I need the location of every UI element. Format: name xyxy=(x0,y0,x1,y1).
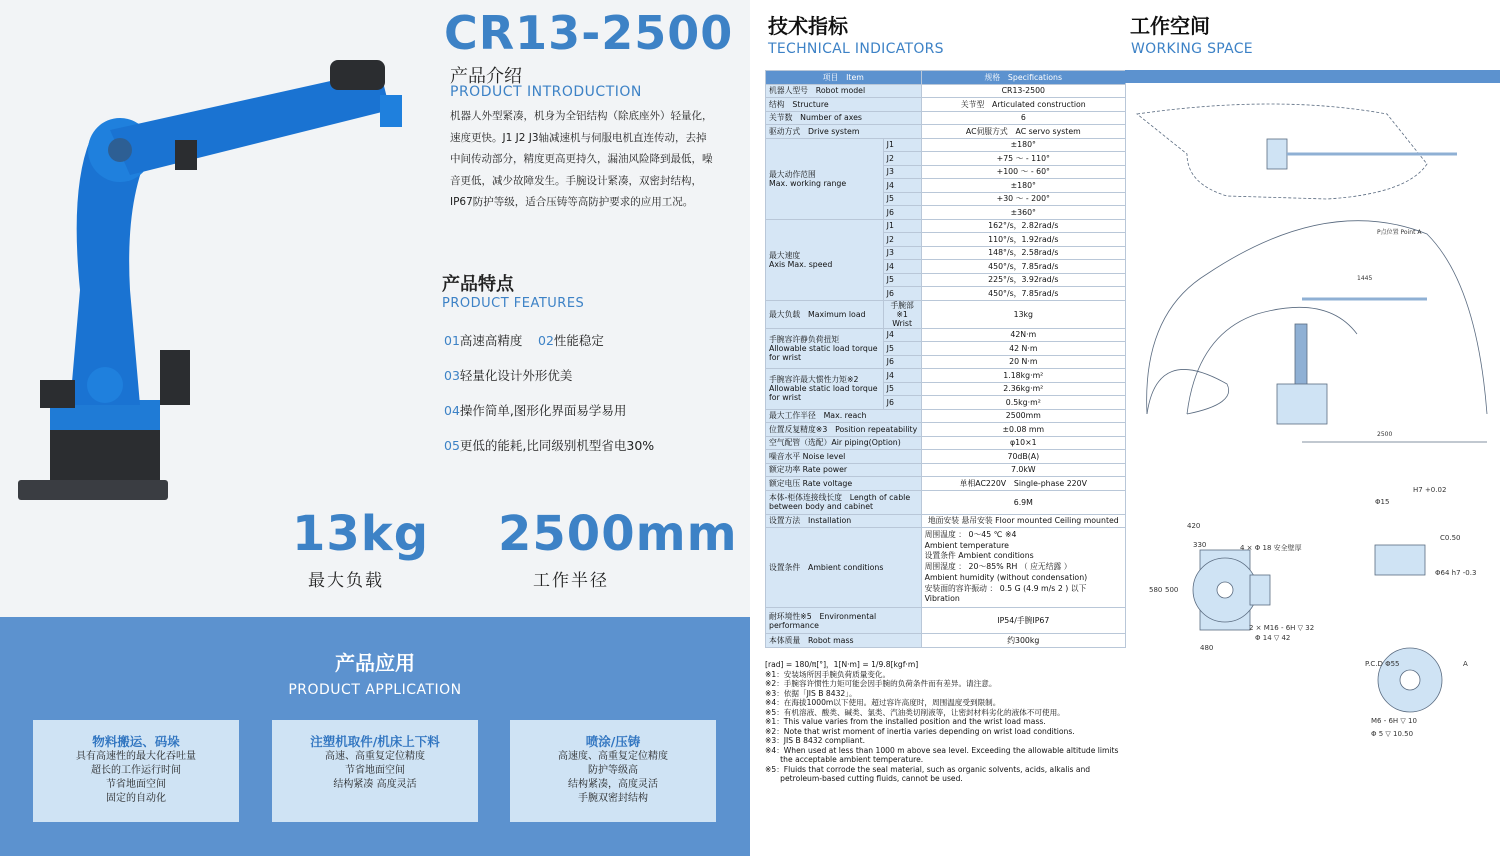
joint-label: J5 xyxy=(883,342,921,356)
row-label: 额定电压 Rate voltage xyxy=(766,477,922,491)
table-row xyxy=(766,423,1126,437)
row-value: 42N·m xyxy=(921,328,1125,342)
feature-text: 高速高精度 xyxy=(459,333,523,348)
dim-label: 330 xyxy=(1193,541,1207,549)
dim-label: C0.50 xyxy=(1440,534,1461,542)
card-title: 物料搬运、码垛 xyxy=(92,734,180,749)
table-row xyxy=(766,528,1126,608)
row-value: 70dB(A) xyxy=(921,450,1125,464)
row-label: 本体质量 Robot mass xyxy=(766,634,922,648)
dim-label: 2500 xyxy=(1377,431,1393,438)
row-value: 20 N·m xyxy=(921,355,1125,369)
row-value: +100 ～ - 60° xyxy=(921,165,1125,179)
feature-num: 03 xyxy=(444,368,460,383)
dim-label: 480 xyxy=(1200,644,1214,652)
card-line: 防护等级高 xyxy=(588,765,638,776)
joint-label: J5 xyxy=(883,382,921,396)
footnotes xyxy=(765,660,1126,784)
feature-text: 操作简单,图形化界面易学易用 xyxy=(459,403,627,418)
table-row xyxy=(766,409,1126,423)
dim-label: A xyxy=(1463,660,1468,668)
row-value: ±180° xyxy=(921,179,1125,193)
row-value: 约300kg xyxy=(921,634,1125,648)
intro-line: 机器人外型紧凑，机身为全铝结构（除底座外）轻量化， xyxy=(450,110,713,122)
dim-label: P.C.D Φ55 xyxy=(1365,660,1400,668)
row-label: 额定功率 Rate power xyxy=(766,463,922,477)
row-value: 6.9M xyxy=(921,490,1125,514)
table-row xyxy=(766,369,1126,383)
row-value: +30 ～ - 200° xyxy=(921,192,1125,206)
row-value: ±360° xyxy=(921,206,1125,220)
application-card xyxy=(33,720,239,822)
footnote: ※1：This value varies from the installed position and the wrist load mass. xyxy=(765,717,1046,726)
application-section xyxy=(0,617,750,856)
row-sublabel: 手腕部※1 Wrist xyxy=(883,300,921,328)
card-line: 超长的工作运行时间 xyxy=(91,765,181,776)
tech-title-cn: 技术指标 xyxy=(768,14,848,38)
row-label: 手腕容许最大惯性力矩※2 Allowable static load torque for wrist xyxy=(766,369,884,410)
card-line: 节省地面空间 xyxy=(106,779,166,790)
row-label: 最大速度 Axis Max. speed xyxy=(766,219,884,300)
row-value: 地面安装 悬吊安装 Floor mounted Ceiling mounted xyxy=(921,514,1125,528)
intro-line: 中间传动部分，精度更高更持久，漏油风险降到最低，噪 xyxy=(450,153,713,165)
dim-label: 1445 xyxy=(1357,275,1373,282)
card-line: 手腕双密封结构 xyxy=(578,793,648,804)
robot-arm-image xyxy=(10,40,430,510)
joint-label: J4 xyxy=(883,179,921,193)
spec-table xyxy=(765,70,1126,648)
joint-label: J3 xyxy=(883,246,921,260)
row-label: 设置条件 Ambient conditions xyxy=(766,528,922,608)
card-line: 高速、高重复定位精度 xyxy=(325,751,425,762)
feature-item xyxy=(444,401,626,419)
joint-label: J5 xyxy=(883,192,921,206)
intro-title-cn: 产品介绍 xyxy=(450,66,522,87)
card-line: 具有高速性的最大化吞吐量 xyxy=(76,751,196,762)
dim-label: 420 xyxy=(1187,522,1201,530)
table-row xyxy=(766,634,1126,648)
row-value: 1.18kg·m² xyxy=(921,369,1125,383)
intro-title-en: PRODUCT INTRODUCTION xyxy=(450,84,642,100)
ws-title-en: WORKING SPACE xyxy=(1131,41,1253,57)
dim-label: M6 - 6H ▽ 10 xyxy=(1371,717,1417,725)
joint-label: J4 xyxy=(883,369,921,383)
table-row xyxy=(766,450,1126,464)
table-row xyxy=(766,608,1126,634)
table-row xyxy=(766,98,1126,112)
table-row xyxy=(766,125,1126,139)
joint-label: J6 xyxy=(883,355,921,369)
row-value: φ10×1 xyxy=(921,436,1125,450)
footnote: ※5：有机溶液、酸类、碱类、氯类、汽油类切削液等，让密封材料劣化的液体不可使用。 xyxy=(765,707,1065,717)
row-label: 噪音水平 Noise level xyxy=(766,450,922,464)
table-row xyxy=(766,84,1126,98)
dim-label: H7 +0.02 xyxy=(1413,486,1447,494)
row-value: 6 xyxy=(921,111,1125,125)
feature-text: 更低的能耗,比同级别机型省电30% xyxy=(459,438,655,453)
table-row xyxy=(766,138,1126,152)
joint-label: J2 xyxy=(883,233,921,247)
row-value: 110°/s，1.92rad/s xyxy=(921,233,1125,247)
application-title-cn: 产品应用 xyxy=(335,651,415,675)
row-value: 13kg xyxy=(921,300,1125,328)
max-load-label: 最大负载 xyxy=(308,571,384,591)
joint-label: J4 xyxy=(883,328,921,342)
feature-item xyxy=(444,366,572,384)
joint-label: J5 xyxy=(883,273,921,287)
right-panel xyxy=(765,0,1500,856)
row-label: 位置反复精度※3 Position repeatability xyxy=(766,423,922,437)
dim-label: 500 xyxy=(1165,586,1179,594)
row-label: 关节数 Number of axes xyxy=(766,111,922,125)
row-label: 结构 Structure xyxy=(766,98,922,112)
model-number: CR13-2500 xyxy=(444,6,734,60)
features-title-cn: 产品特点 xyxy=(442,274,514,295)
row-label: 空气配管（选配）Air piping(Option) xyxy=(766,436,922,450)
row-value: 0.5kg·m² xyxy=(921,396,1125,410)
dim-label: 2 × M16 - 6H ▽ 32 xyxy=(1249,624,1315,632)
row-label: 最大负载 Maximum load xyxy=(766,300,884,328)
row-label: 最大动作范围 Max. working range xyxy=(766,138,884,219)
feature-num: 04 xyxy=(444,403,460,418)
joint-label: J1 xyxy=(883,138,921,152)
row-value: 2500mm xyxy=(921,409,1125,423)
footnote: ※3：依据「JIS B 8432」。 xyxy=(765,688,857,698)
footnote: petroleum-based cutting fluids, cannot be used. xyxy=(765,774,963,783)
joint-label: J6 xyxy=(883,287,921,301)
row-value: 450°/s，7.85rad/s xyxy=(921,287,1125,301)
row-value: 450°/s，7.85rad/s xyxy=(921,260,1125,274)
joint-label: J6 xyxy=(883,396,921,410)
joint-label: J3 xyxy=(883,165,921,179)
row-value: AC伺服方式 AC servo system xyxy=(921,125,1125,139)
row-value: IP54/手腕IP67 xyxy=(921,608,1125,634)
feature-text: 轻量化设计外形优美 xyxy=(459,368,573,383)
feature-item xyxy=(538,331,604,349)
table-row xyxy=(766,477,1126,491)
card-line: 结构紧凑 高度灵活 xyxy=(333,779,417,790)
footnote: ※2：手腕容许惯性力矩可能会因手腕的负荷条件而有差异。请注意。 xyxy=(765,679,997,688)
row-value: 162°/s，2.82rad/s xyxy=(921,219,1125,233)
workspace-header-bar xyxy=(1125,70,1500,83)
table-header-row xyxy=(766,71,1126,85)
row-value: CR13-2500 xyxy=(921,84,1125,98)
base-mounting-drawing xyxy=(1145,480,1500,750)
card-line: 结构紧凑，高度灵活 xyxy=(568,779,658,790)
footnote: ※5：Fluids that corrode the seal material, such as organic solvents, acids, alkalis and xyxy=(765,764,1091,774)
application-card xyxy=(510,720,716,822)
table-row xyxy=(766,436,1126,450)
footnote: ※3：JIS B 8432 compliant. xyxy=(765,736,865,745)
card-title: 注塑机取件/机床上下料 xyxy=(310,734,440,749)
footnote: ※2：Note that wrist moment of inertia varies depending on wrist load conditions. xyxy=(765,726,1075,736)
table-row xyxy=(766,300,1126,328)
joint-label: J4 xyxy=(883,260,921,274)
table-row xyxy=(766,514,1126,528)
table-row xyxy=(766,219,1126,233)
row-label: 机器人型号 Robot model xyxy=(766,84,922,98)
footnote: [rad] = 180/π[°]，1[N·m] = 1/9.8[kgf·m] xyxy=(765,660,919,669)
feature-item xyxy=(444,331,522,349)
reach-label: 工作半径 xyxy=(533,571,609,591)
reach-value: 2500mm xyxy=(498,506,738,562)
row-value: 2.36kg·m² xyxy=(921,382,1125,396)
feature-text: 性能稳定 xyxy=(553,333,604,348)
row-label: 最大工作半径 Max. reach xyxy=(766,409,922,423)
row-value: +75 ～ - 110° xyxy=(921,152,1125,166)
dim-label: 4 × Φ 18 安全壁厚 xyxy=(1240,544,1302,552)
intro-line: 速度更快。J1 J2 J3轴减速机与伺服电机直连传动，去掉 xyxy=(450,131,707,144)
joint-label: J1 xyxy=(883,219,921,233)
feature-num: 01 xyxy=(444,333,460,348)
footnote: ※4：When used at less than 1000 m above sea level. Exceeding the allowable altitude limits xyxy=(765,745,1119,755)
dim-label: P点位置 Point A xyxy=(1377,229,1422,236)
features-title-en: PRODUCT FEATURES xyxy=(442,296,585,311)
dim-label: 580 xyxy=(1149,586,1163,594)
header-spec: 规格 Specifications xyxy=(921,71,1125,85)
feature-num: 05 xyxy=(444,438,460,453)
dim-label: Φ 5 ▽ 10.50 xyxy=(1371,730,1414,738)
row-value: 单相AC220V Single-phase 220V xyxy=(921,477,1125,491)
dim-label: Φ64 h7 -0.3 xyxy=(1435,569,1477,577)
application-title-en: PRODUCT APPLICATION xyxy=(288,682,462,698)
table-row xyxy=(766,328,1126,342)
card-line: 高速度、高重复定位精度 xyxy=(558,751,668,762)
tech-title-en: TECHNICAL INDICATORS xyxy=(768,41,944,57)
intro-line: IP67防护等级，适合压铸等高防护要求的应用工况。 xyxy=(450,196,694,208)
row-label: 设置方法 Installation xyxy=(766,514,922,528)
ws-title-cn: 工作空间 xyxy=(1130,14,1210,38)
row-value: ±0.08 mm xyxy=(921,423,1125,437)
header-item: 项目 Item xyxy=(766,71,922,85)
table-row xyxy=(766,490,1126,514)
row-value: ±180° xyxy=(921,138,1125,152)
table-row xyxy=(766,111,1126,125)
row-label: 本体-柜体连接线长度 Length of cable between body and cabinet xyxy=(766,490,922,514)
intro-paragraph xyxy=(450,106,720,214)
feature-item xyxy=(444,436,654,454)
row-value: 7.0kW xyxy=(921,463,1125,477)
row-label: 手腕容许静负荷扭矩 Allowable static load torque for wrist xyxy=(766,328,884,369)
card-line: 固定的自动化 xyxy=(106,793,166,804)
row-value: 148°/s，2.58rad/s xyxy=(921,246,1125,260)
footnote: ※1：安装场所因手腕负荷质量变化。 xyxy=(765,669,891,679)
row-value: 周围温度 ： 0～45 ℃ ※4 Ambient temperature 设置条件 Ambient conditions 周围湿度 ： 20～85% RH （ 应无结露 ） Ambient humidity (without condensation) 安装面的容许振动 ： 0.5 G (4.9 m/s 2 ) 以下 Vibration xyxy=(921,528,1125,608)
dim-label: Φ 14 ▽ 42 xyxy=(1255,634,1291,642)
joint-label: J6 xyxy=(883,206,921,220)
footnote: ※4：在海拔1000m以下使用。超过容许高度时，周围温度受到限制。 xyxy=(765,698,1001,707)
row-value: 42 N·m xyxy=(921,342,1125,356)
feature-num: 02 xyxy=(538,333,554,348)
footnote: the acceptable ambient temperature. xyxy=(765,755,924,764)
application-card xyxy=(272,720,478,822)
row-value: 225°/s，3.92rad/s xyxy=(921,273,1125,287)
dim-label: Φ15 xyxy=(1375,498,1390,506)
row-label: 驱动方式 Drive system xyxy=(766,125,922,139)
joint-label: J2 xyxy=(883,152,921,166)
row-value: 关节型 Articulated construction xyxy=(921,98,1125,112)
card-line: 节省地面空间 xyxy=(345,765,405,776)
row-label: 耐环境性※5 Environmental performance xyxy=(766,608,922,634)
intro-line: 音更低，减少故障发生。手腕设计紧凑，双密封结构， xyxy=(450,174,702,187)
max-load-value: 13kg xyxy=(292,506,430,562)
card-title: 喷涂/压铸 xyxy=(585,734,641,749)
table-row xyxy=(766,463,1126,477)
